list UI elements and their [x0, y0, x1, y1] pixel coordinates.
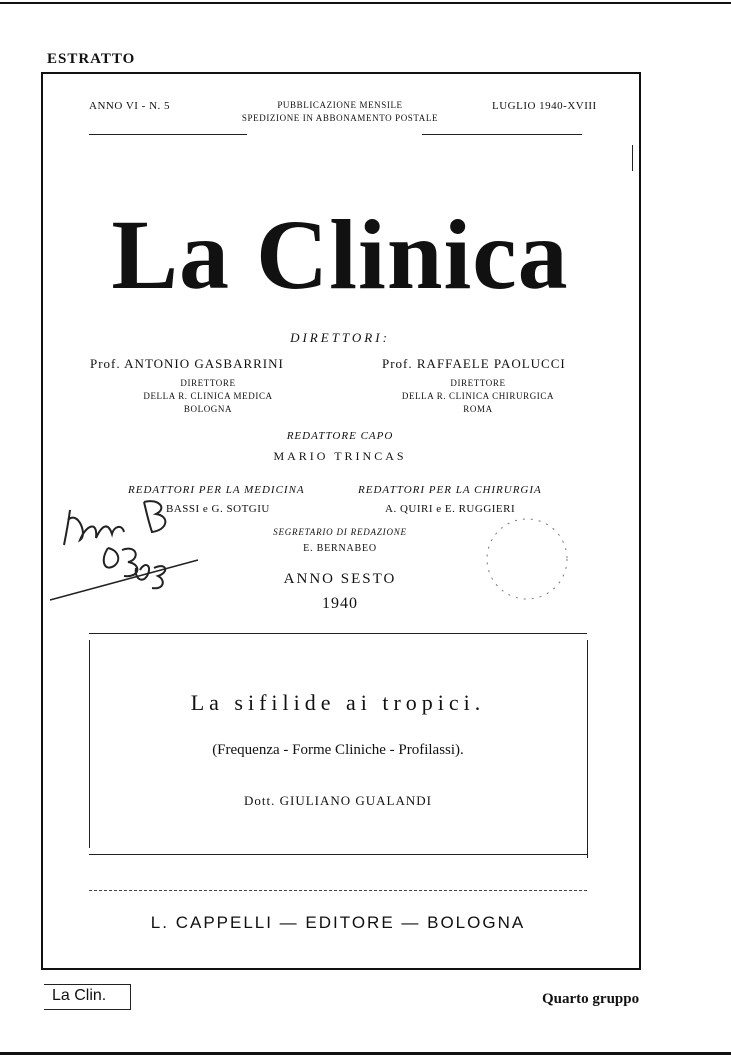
director-left-line2: DELLA R. CLINICA MEDICA	[143, 391, 273, 401]
director-right-role	[378, 377, 578, 416]
article-subtitle: (Frequenza - Forme Cliniche - Profilassi).	[212, 742, 464, 758]
header-rule-left	[89, 134, 247, 135]
director-left-name: Prof. ANTONIO GASBARRINI	[90, 356, 284, 371]
publication-info	[220, 100, 460, 123]
quarto-gruppo: Quarto gruppo	[542, 991, 640, 1007]
journal-title: La Clinica	[111, 199, 569, 310]
direttori-label: DIRETTORI:	[290, 330, 390, 345]
director-left-role	[108, 377, 308, 416]
director-right-line1: DIRETTORE	[450, 378, 506, 388]
mid-rule	[89, 633, 587, 634]
redattore-capo-name: MARIO TRINCAS	[273, 449, 407, 463]
article-author: Dott. GIULIANO GUALANDI	[243, 793, 432, 808]
redattori-medicina-names: BASSI e G. SOTGIU	[166, 503, 270, 515]
redattori-medicina-label: REDATTORI PER LA MEDICINA	[128, 484, 305, 496]
header-rule-right	[422, 134, 582, 135]
issue-date: LUGLIO 1940-XVIII	[492, 100, 597, 112]
publication-line1: PUBBLICAZIONE MENSILE	[277, 100, 403, 110]
director-right-line3: ROMA	[463, 404, 493, 414]
publisher-line: L. CAPPELLI — EDITORE — BOLOGNA	[150, 913, 526, 932]
stamp-mark	[480, 512, 575, 607]
director-right-line2: DELLA R. CLINICA CHIRURGICA	[401, 391, 555, 401]
director-left-line1: DIRETTORE	[180, 378, 236, 388]
right-margin-mark	[632, 145, 633, 171]
publication-line2: SPEDIZIONE IN ABBONAMENTO POSTALE	[241, 113, 439, 123]
article-title: La sifilide ai tropici.	[190, 690, 486, 715]
segretario-name: E. BERNABEO	[303, 543, 377, 554]
director-left-line3: BOLOGNA	[183, 404, 233, 414]
segretario-label: SEGRETARIO DI REDAZIONE	[273, 527, 407, 537]
handwritten-annotation	[48, 490, 208, 605]
estratto-label: ESTRATTO	[47, 51, 136, 67]
director-left	[90, 356, 340, 416]
article-box-bottom	[89, 854, 587, 855]
issue-number: ANNO VI - N. 5	[89, 100, 171, 112]
lower-rule	[89, 890, 587, 891]
scan-top-edge	[0, 2, 731, 4]
journal-label-text: La Clin.	[52, 987, 107, 1004]
journal-label-box	[44, 984, 131, 1010]
article-box-right	[587, 640, 588, 858]
scan-bottom-edge	[0, 1052, 731, 1055]
redattore-capo-label: REDATTORE CAPO	[286, 430, 394, 442]
redattori-chirurgia-label: REDATTORI PER LA CHIRURGIA	[358, 484, 542, 496]
anno-label: ANNO SESTO	[283, 571, 397, 587]
director-right	[382, 356, 632, 416]
director-right-name: Prof. RAFFAELE PAOLUCCI	[382, 356, 566, 371]
redattori-chirurgia-names: A. QUIRI e E. RUGGIERI	[385, 503, 516, 515]
year-label: 1940	[322, 595, 358, 612]
